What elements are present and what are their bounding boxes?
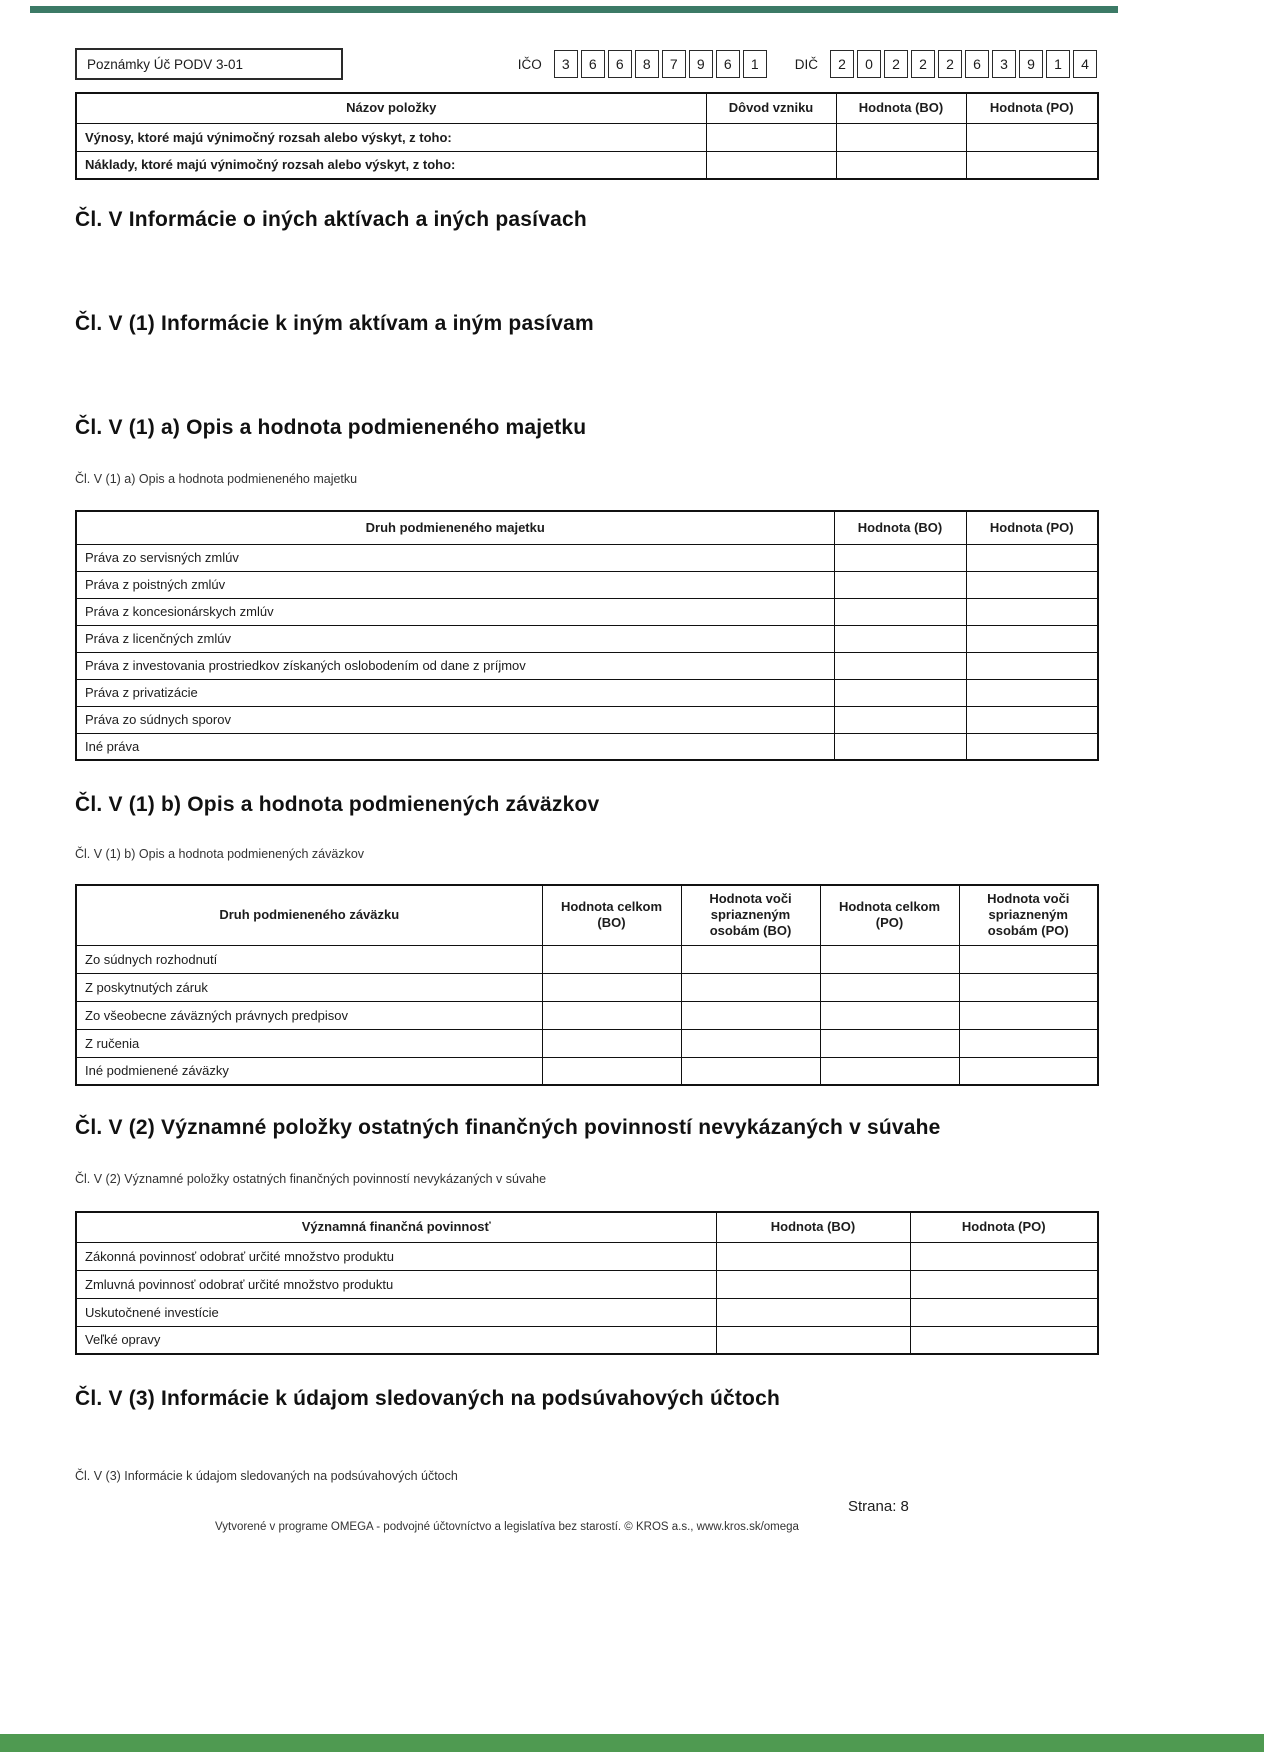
scan-artifact-top-strip [30, 6, 1118, 13]
value-cell-total-bo [542, 945, 681, 973]
value-cell-po [910, 1326, 1098, 1354]
section-sublabel-art5-2: Čl. V (2) Významné položky ostatných finančných povinností nevykázaných v súvahe [75, 1172, 547, 1186]
dic-digit: 6 [965, 50, 989, 78]
ico-digit: 3 [554, 50, 578, 78]
section-sublabel-art5-3: Čl. V (3) Informácie k údajom sledovaných na podsúvahových účtoch [75, 1469, 458, 1483]
exceptional-items-table-body [76, 123, 1098, 179]
column-header: Druh podmieneného záväzku [76, 885, 542, 945]
table-row [76, 1242, 1098, 1270]
table-row [76, 544, 1098, 571]
row-label: Zmluvná povinnosť odobrať určité množstvo produktu [76, 1270, 716, 1298]
contingent-assets-table-body [76, 544, 1098, 760]
form-code-box [75, 48, 343, 80]
value-cell-po [910, 1298, 1098, 1326]
section-heading-art5-1a: Čl. V (1) a) Opis a hodnota podmieneného majetku [75, 416, 587, 439]
value-cell-related-po [959, 973, 1098, 1001]
row-label: Náklady, ktoré majú výnimočný rozsah alebo výskyt, z toho: [76, 151, 706, 179]
form-code-label: Poznámky Úč PODV 3-01 [87, 56, 244, 72]
value-cell-related-bo [681, 1057, 820, 1085]
value-cell-bo [716, 1326, 910, 1354]
value-cell-total-bo [542, 973, 681, 1001]
column-header: Hodnota celkom (PO) [820, 885, 959, 945]
financial-obligations-table-header [76, 1212, 1098, 1242]
row-label: Iné práva [76, 733, 834, 760]
row-label: Práva zo servisných zmlúv [76, 544, 834, 571]
ico-digit: 6 [716, 50, 740, 78]
row-label: Práva zo súdnych sporov [76, 706, 834, 733]
value-cell-bo [834, 706, 966, 733]
value-cell-related-po [959, 945, 1098, 973]
value-cell-bo [836, 151, 966, 179]
section-heading-art5-3: Čl. V (3) Informácie k údajom sledovaných na podsúvahových účtoch [75, 1387, 780, 1410]
table-row [76, 1001, 1098, 1029]
row-label: Z ručenia [76, 1029, 542, 1057]
value-cell-bo [716, 1298, 910, 1326]
table-row [76, 625, 1098, 652]
value-cell-related-po [959, 1001, 1098, 1029]
column-header: Hodnota voči spriazneným osobám (BO) [681, 885, 820, 945]
contingent-assets-table-header [76, 511, 1098, 544]
value-cell-po [910, 1270, 1098, 1298]
value-cell-po [966, 625, 1098, 652]
financial-obligations-table [75, 1211, 1099, 1355]
dic-digit: 2 [884, 50, 908, 78]
value-cell-bo [836, 123, 966, 151]
value-cell-total-po [820, 945, 959, 973]
dic-label: DIČ [794, 56, 818, 72]
value-cell-total-bo [542, 1057, 681, 1085]
table-row [76, 1270, 1098, 1298]
column-header: Hodnota celkom (BO) [542, 885, 681, 945]
dic-digit: 2 [830, 50, 854, 78]
value-cell-bo [834, 733, 966, 760]
dic-digit: 0 [857, 50, 881, 78]
value-cell-po [966, 652, 1098, 679]
table-row [76, 652, 1098, 679]
ico-digit: 6 [608, 50, 632, 78]
row-label: Veľké opravy [76, 1326, 716, 1354]
dic-digit-boxes [830, 50, 1097, 78]
table-row [76, 123, 1098, 151]
value-cell-bo [834, 679, 966, 706]
value-cell-total-po [820, 1057, 959, 1085]
form-header-row [75, 48, 1097, 80]
value-cell-total-po [820, 1029, 959, 1057]
table-row [76, 706, 1098, 733]
ico-digit: 8 [635, 50, 659, 78]
value-cell-related-po [959, 1029, 1098, 1057]
id-area [518, 50, 1097, 78]
table-row [76, 1057, 1098, 1085]
value-cell-related-bo [681, 973, 820, 1001]
contingent-liabilities-table [75, 884, 1099, 1086]
value-cell-bo [834, 652, 966, 679]
value-cell-total-po [820, 1001, 959, 1029]
table-row [76, 945, 1098, 973]
column-header: Hodnota (BO) [834, 511, 966, 544]
column-header: Hodnota (PO) [966, 93, 1098, 123]
dic-digit: 3 [992, 50, 1016, 78]
row-label: Práva z licenčných zmlúv [76, 625, 834, 652]
column-header: Hodnota (BO) [716, 1212, 910, 1242]
value-cell-po [966, 544, 1098, 571]
value-cell-bo [834, 571, 966, 598]
value-cell-total-bo [542, 1001, 681, 1029]
section-sublabel-art5-1a: Čl. V (1) a) Opis a hodnota podmieneného majetku [75, 472, 358, 486]
value-cell-related-bo [681, 945, 820, 973]
section-sublabel-art5-1b: Čl. V (1) b) Opis a hodnota podmienených záväzkov [75, 847, 365, 861]
table-row [76, 1298, 1098, 1326]
value-cell-po [910, 1242, 1098, 1270]
page-number: Strana: 8 [848, 1498, 909, 1515]
value-cell-bo [834, 625, 966, 652]
row-label: Práva z koncesionárskych zmlúv [76, 598, 834, 625]
contingent-liabilities-table-header [76, 885, 1098, 945]
column-header: Významná finančná povinnosť [76, 1212, 716, 1242]
table-row [76, 598, 1098, 625]
column-header: Hodnota voči spriazneným osobám (PO) [959, 885, 1098, 945]
column-header: Druh podmieneného majetku [76, 511, 834, 544]
row-label: Iné podmienené záväzky [76, 1057, 542, 1085]
value-cell-related-bo [681, 1029, 820, 1057]
contingent-liabilities-table-body [76, 945, 1098, 1085]
column-header: Hodnota (BO) [836, 93, 966, 123]
scan-artifact-bottom-strip [0, 1734, 1264, 1752]
row-label: Z poskytnutých záruk [76, 973, 542, 1001]
contingent-assets-table [75, 510, 1099, 761]
section-heading-art5-1b: Čl. V (1) b) Opis a hodnota podmienených záväzkov [75, 793, 600, 816]
dic-digit: 4 [1073, 50, 1097, 78]
table-row [76, 733, 1098, 760]
value-cell-bo [834, 598, 966, 625]
exceptional-items-table [75, 92, 1099, 180]
column-header: Dôvod vzniku [706, 93, 836, 123]
value-cell-total-bo [542, 1029, 681, 1057]
row-label: Zo všeobecne záväzných právnych predpisov [76, 1001, 542, 1029]
value-cell-po [966, 151, 1098, 179]
table-row [76, 1029, 1098, 1057]
value-cell-related-po [959, 1057, 1098, 1085]
row-label: Výnosy, ktoré majú výnimočný rozsah alebo výskyt, z toho: [76, 123, 706, 151]
section-heading-art5-1: Čl. V (1) Informácie k iným aktívam a iným pasívam [75, 312, 594, 335]
value-cell-po [966, 571, 1098, 598]
ico-digit: 1 [743, 50, 767, 78]
value-cell-po [966, 679, 1098, 706]
value-cell-po [966, 706, 1098, 733]
column-header: Hodnota (PO) [966, 511, 1098, 544]
table-row [76, 571, 1098, 598]
ico-digit: 7 [662, 50, 686, 78]
section-heading-art5: Čl. V Informácie o iných aktívach a iných pasívach [75, 208, 587, 231]
page [75, 48, 1097, 1483]
value-cell-related-bo [681, 1001, 820, 1029]
row-label: Práva z privatizácie [76, 679, 834, 706]
ico-digit: 9 [689, 50, 713, 78]
table-row [76, 679, 1098, 706]
financial-obligations-table-body [76, 1242, 1098, 1354]
ico-digit-boxes [554, 50, 767, 78]
value-cell-reason [706, 123, 836, 151]
dic-digit: 1 [1046, 50, 1070, 78]
value-cell-po [966, 598, 1098, 625]
table-row [76, 973, 1098, 1001]
column-header: Hodnota (PO) [910, 1212, 1098, 1242]
value-cell-bo [716, 1270, 910, 1298]
row-label: Zákonná povinnosť odobrať určité množstvo produktu [76, 1242, 716, 1270]
table-row [76, 151, 1098, 179]
footer-credit: Vytvorené v programe OMEGA - podvojné účtovníctvo a legislatíva bez starostí. © KROS a.s., www.kros.sk/omega [215, 1521, 799, 1533]
table-row [76, 1326, 1098, 1354]
value-cell-total-po [820, 973, 959, 1001]
exceptional-items-table-header [76, 93, 1098, 123]
value-cell-bo [834, 544, 966, 571]
dic-digit: 2 [938, 50, 962, 78]
dic-digit: 9 [1019, 50, 1043, 78]
row-label: Práva z poistných zmlúv [76, 571, 834, 598]
section-heading-art5-2: Čl. V (2) Významné položky ostatných finančných povinností nevykázaných v súvahe [75, 1116, 941, 1139]
ico-label: IČO [517, 56, 542, 72]
value-cell-po [966, 123, 1098, 151]
ico-digit: 6 [581, 50, 605, 78]
row-label: Zo súdnych rozhodnutí [76, 945, 542, 973]
row-label: Uskutočnené investície [76, 1298, 716, 1326]
value-cell-po [966, 733, 1098, 760]
value-cell-bo [716, 1242, 910, 1270]
dic-digit: 2 [911, 50, 935, 78]
row-label: Práva z investovania prostriedkov získaných oslobodením od dane z príjmov [76, 652, 834, 679]
value-cell-reason [706, 151, 836, 179]
column-header: Názov položky [76, 93, 706, 123]
